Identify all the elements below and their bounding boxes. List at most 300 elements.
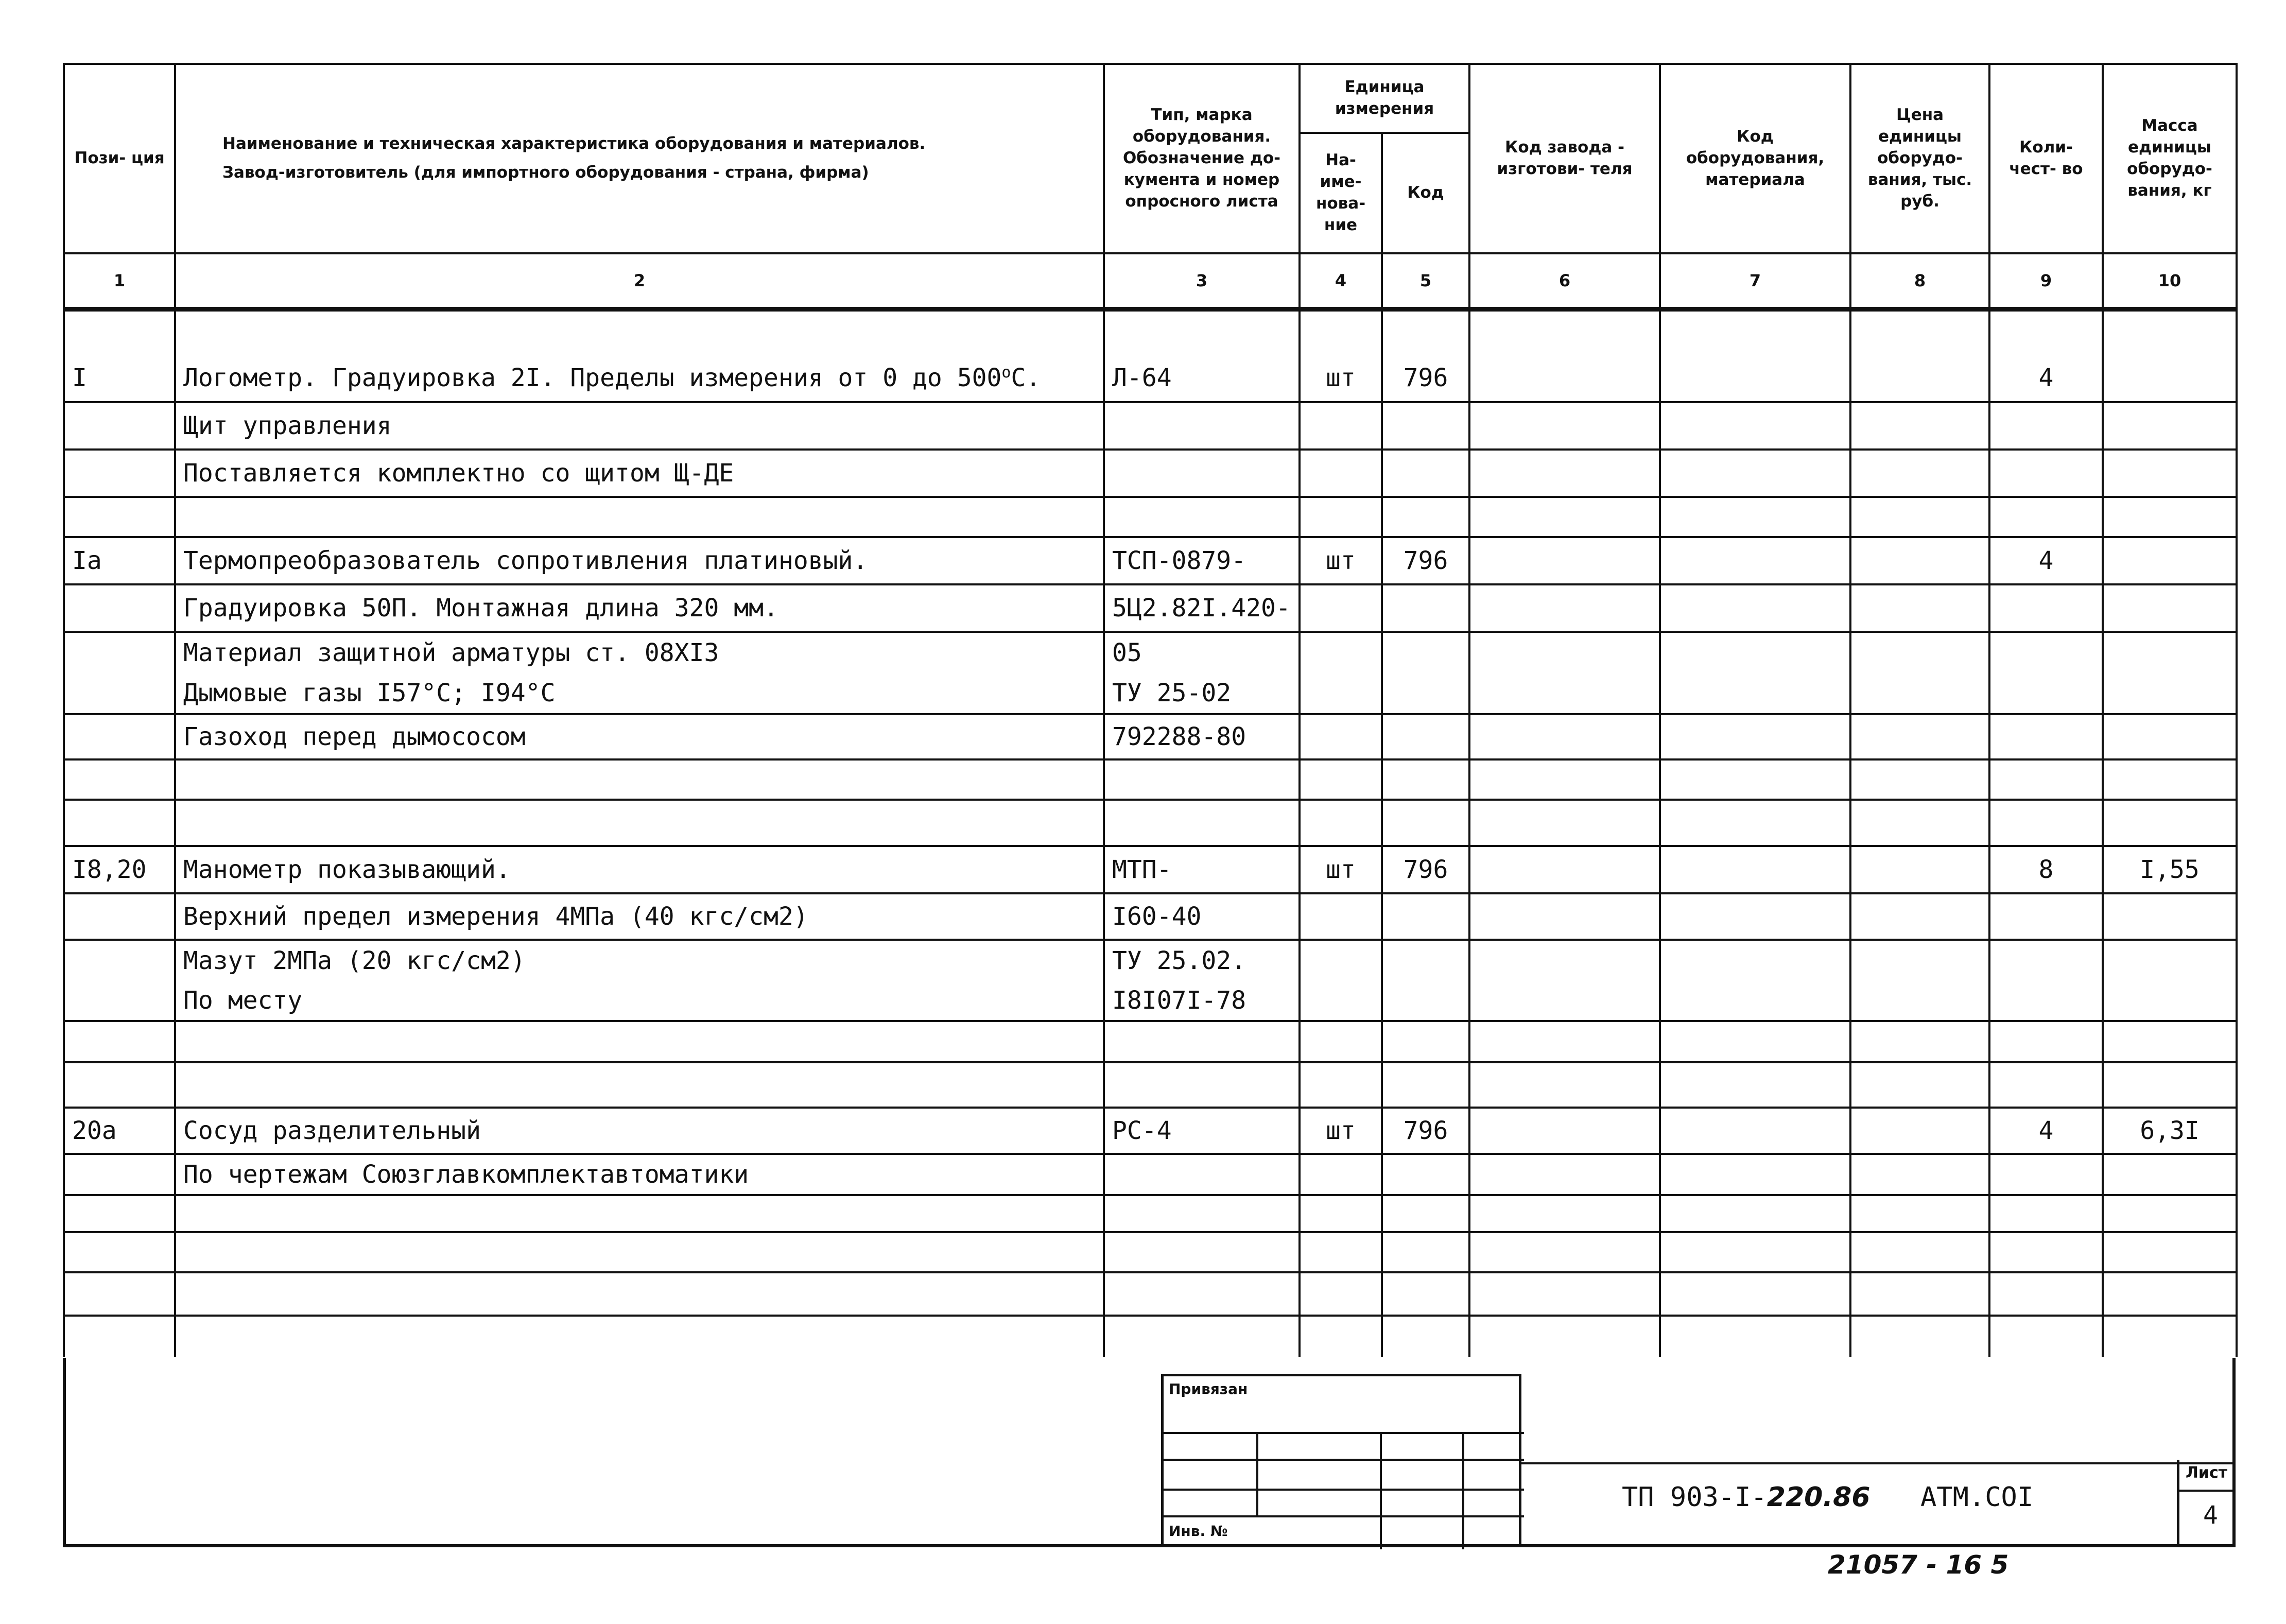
row-name-unit: С. [1011, 363, 1041, 392]
row-type-document: 5Ц2.82I.420- [1104, 584, 1300, 632]
row-price [1850, 673, 1989, 714]
row-unit-name [1300, 1195, 1382, 1232]
row-name [175, 1272, 1104, 1316]
table-row [64, 497, 2237, 537]
stamp-divider [1164, 1432, 1524, 1434]
row-mass [2103, 1021, 2237, 1062]
document-code-prefix: ТП 903-I- [1622, 1482, 1767, 1513]
row-unit-code [1382, 632, 1469, 673]
row-mass: 6,3I [2103, 1108, 2237, 1154]
row-equipment-code [1660, 537, 1850, 584]
row-unit-code [1382, 497, 1469, 537]
row-name: Термопреобразователь сопротивления платиновый. [175, 537, 1104, 584]
row-quantity: 4 [1989, 1108, 2103, 1154]
row-unit-name [1300, 309, 1382, 355]
row-equipment-code [1660, 1195, 1850, 1232]
row-unit-name [1300, 497, 1382, 537]
header-position: Пози- ция [64, 64, 175, 253]
row-name: Щит управления [175, 402, 1104, 450]
row-position [64, 1316, 175, 1357]
row-unit-code [1382, 1154, 1469, 1195]
header-unit-name: На- име- нова- ние [1300, 133, 1382, 253]
row-equipment-code [1660, 1062, 1850, 1108]
row-factory-code [1469, 800, 1660, 846]
row-unit-name [1300, 800, 1382, 846]
row-equipment-code [1660, 893, 1850, 940]
row-factory-code [1469, 309, 1660, 355]
row-unit-code [1382, 402, 1469, 450]
row-price [1850, 940, 1989, 981]
row-type-document [1104, 1021, 1300, 1062]
column-number: 8 [1850, 253, 1989, 309]
row-mass [2103, 402, 2237, 450]
row-name [175, 1316, 1104, 1357]
row-factory-code [1469, 1232, 1660, 1272]
row-quantity [1989, 632, 2103, 673]
row-mass [2103, 673, 2237, 714]
row-mass [2103, 940, 2237, 981]
stamp-divider [1164, 1489, 1524, 1491]
row-price [1850, 981, 1989, 1021]
row-quantity [1989, 1154, 2103, 1195]
table-row [64, 402, 2237, 450]
document-code-number: 220.86 [1767, 1482, 1871, 1513]
row-factory-code [1469, 893, 1660, 940]
row-mass [2103, 981, 2237, 1021]
row-mass [2103, 1195, 2237, 1232]
row-factory-code [1469, 673, 1660, 714]
row-equipment-code [1660, 632, 1850, 673]
row-quantity [1989, 1272, 2103, 1316]
table-row [64, 309, 2237, 355]
row-factory-code [1469, 1272, 1660, 1316]
row-position [64, 584, 175, 632]
row-name [175, 1232, 1104, 1272]
row-mass [2103, 355, 2237, 402]
row-quantity [1989, 981, 2103, 1021]
row-equipment-code [1660, 800, 1850, 846]
row-quantity [1989, 497, 2103, 537]
table-row [64, 1316, 2237, 1357]
row-equipment-code [1660, 1232, 1850, 1272]
row-price [1850, 497, 1989, 537]
row-quantity [1989, 1316, 2103, 1357]
row-unit-name: шт [1300, 537, 1382, 584]
row-position [64, 497, 175, 537]
row-position [64, 402, 175, 450]
row-unit-name [1300, 1062, 1382, 1108]
row-name: По месту [175, 981, 1104, 1021]
row-name [175, 1062, 1104, 1108]
header-name-line2: Завод-изготовитель (для импортного оборудования - страна, фирма) [222, 163, 869, 182]
row-equipment-code [1660, 497, 1850, 537]
degree-superscript: о [1001, 363, 1011, 382]
titleblock-divider [1521, 1462, 2236, 1464]
row-unit-name [1300, 402, 1382, 450]
row-quantity [1989, 893, 2103, 940]
row-mass [2103, 1232, 2237, 1272]
row-mass [2103, 893, 2237, 940]
row-type-document [1104, 1232, 1300, 1272]
row-quantity: 4 [1989, 537, 2103, 584]
row-name: Верхний предел измерения 4МПа (40 кгс/см2) [175, 893, 1104, 940]
row-price [1850, 1021, 1989, 1062]
row-price [1850, 355, 1989, 402]
table-row [64, 1195, 2237, 1232]
row-price [1850, 632, 1989, 673]
row-price [1850, 1062, 1989, 1108]
row-unit-name [1300, 632, 1382, 673]
header-factory-code: Код завода - изготови- теля [1469, 64, 1660, 253]
row-unit-code [1382, 1272, 1469, 1316]
row-name [175, 1195, 1104, 1232]
row-quantity [1989, 1021, 2103, 1062]
table-row [64, 632, 2237, 673]
row-position [64, 450, 175, 497]
row-price [1850, 309, 1989, 355]
row-factory-code [1469, 1316, 1660, 1357]
row-mass [2103, 759, 2237, 800]
row-quantity [1989, 800, 2103, 846]
row-name [175, 759, 1104, 800]
table-row [64, 537, 2237, 584]
row-factory-code [1469, 1154, 1660, 1195]
row-equipment-code [1660, 1316, 1850, 1357]
row-factory-code [1469, 981, 1660, 1021]
row-price [1850, 846, 1989, 893]
attached-label: Привязан [1169, 1380, 1248, 1397]
row-type-document: 05 [1104, 632, 1300, 673]
row-equipment-code [1660, 714, 1850, 759]
row-equipment-code [1660, 309, 1850, 355]
row-equipment-code [1660, 450, 1850, 497]
row-name: Манометр показывающий. [175, 846, 1104, 893]
row-unit-code [1382, 1062, 1469, 1108]
column-number: 4 [1300, 253, 1382, 309]
row-factory-code [1469, 1021, 1660, 1062]
row-factory-code [1469, 759, 1660, 800]
row-factory-code [1469, 714, 1660, 759]
row-type-document [1104, 402, 1300, 450]
row-unit-name: шт [1300, 355, 1382, 402]
stamp-divider [1164, 1459, 1524, 1461]
row-unit-name [1300, 759, 1382, 800]
row-unit-code [1382, 673, 1469, 714]
table-row [64, 1062, 2237, 1108]
row-unit-code [1382, 1316, 1469, 1357]
row-factory-code [1469, 1108, 1660, 1154]
row-name: По чертежам Союзглавкомплектавтоматики [175, 1154, 1104, 1195]
row-type-document: МТП- [1104, 846, 1300, 893]
row-factory-code [1469, 846, 1660, 893]
row-position [64, 1232, 175, 1272]
row-unit-code [1382, 309, 1469, 355]
row-equipment-code [1660, 940, 1850, 981]
table-row [64, 1154, 2237, 1195]
row-quantity: 8 [1989, 846, 2103, 893]
column-number: 1 [64, 253, 175, 309]
row-quantity [1989, 450, 2103, 497]
row-position [64, 1021, 175, 1062]
row-type-document: 792288-80 [1104, 714, 1300, 759]
row-name: Градуировка 50П. Монтажная длина 320 мм. [175, 584, 1104, 632]
row-name [175, 497, 1104, 537]
row-mass [2103, 632, 2237, 673]
row-unit-code: 796 [1382, 846, 1469, 893]
row-unit-code [1382, 1232, 1469, 1272]
header-mass: Масса единицы оборудо- вания, кг [2103, 64, 2237, 253]
row-unit-code: 796 [1382, 355, 1469, 402]
row-unit-code: 796 [1382, 1108, 1469, 1154]
row-quantity [1989, 1062, 2103, 1108]
row-price [1850, 1232, 1989, 1272]
sheet-divider [2179, 1490, 2235, 1492]
row-name: Поставляется комплектно со щитом Щ-ДЕ [175, 450, 1104, 497]
row-position: I [64, 355, 175, 402]
row-equipment-code [1660, 1108, 1850, 1154]
row-type-document: Л-64 [1104, 355, 1300, 402]
row-price [1850, 450, 1989, 497]
row-mass [2103, 584, 2237, 632]
row-unit-name: шт [1300, 846, 1382, 893]
row-mass [2103, 309, 2237, 355]
row-unit-name [1300, 893, 1382, 940]
row-name [175, 800, 1104, 846]
row-unit-code [1382, 1195, 1469, 1232]
row-price [1850, 1195, 1989, 1232]
row-position: Iа [64, 537, 175, 584]
row-quantity [1989, 940, 2103, 981]
table-row [64, 759, 2237, 800]
row-position: I8,20 [64, 846, 175, 893]
row-type-document [1104, 309, 1300, 355]
header-type: Тип, марка оборудования. Обозначение до- кумента и номер опросного листа [1104, 64, 1300, 253]
stamp-divider [1380, 1432, 1382, 1549]
row-type-document [1104, 450, 1300, 497]
row-mass [2103, 537, 2237, 584]
row-mass [2103, 450, 2237, 497]
row-unit-name [1300, 981, 1382, 1021]
row-equipment-code [1660, 759, 1850, 800]
row-price [1850, 584, 1989, 632]
row-name: Дымовые газы I57°С; I94°С [175, 673, 1104, 714]
attached-stamp [1161, 1374, 1521, 1547]
row-name: Сосуд разделительный [175, 1108, 1104, 1154]
row-equipment-code [1660, 355, 1850, 402]
titleblock-frame [63, 1358, 2236, 1547]
row-equipment-code [1660, 1021, 1850, 1062]
row-price [1850, 1154, 1989, 1195]
row-unit-name [1300, 1021, 1382, 1062]
row-position [64, 1062, 175, 1108]
row-equipment-code [1660, 402, 1850, 450]
row-unit-code [1382, 981, 1469, 1021]
row-factory-code [1469, 402, 1660, 450]
row-quantity [1989, 714, 2103, 759]
row-unit-name [1300, 584, 1382, 632]
row-type-document [1104, 800, 1300, 846]
row-position [64, 1154, 175, 1195]
row-type-document: РС-4 [1104, 1108, 1300, 1154]
row-unit-code [1382, 450, 1469, 497]
row-mass [2103, 800, 2237, 846]
row-unit-code [1382, 940, 1469, 981]
equipment-specification-table [63, 63, 2238, 1357]
row-type-document [1104, 759, 1300, 800]
stamp-divider [1164, 1515, 1524, 1517]
row-unit-code [1382, 893, 1469, 940]
row-position: 20а [64, 1108, 175, 1154]
header-unit: Единица измерения [1300, 64, 1469, 133]
header-price: Цена единицы оборудо- вания, тыс. руб. [1850, 64, 1989, 253]
row-factory-code [1469, 537, 1660, 584]
row-type-document [1104, 1272, 1300, 1316]
row-name: Материал защитной арматуры ст. 08XI3 [175, 632, 1104, 673]
row-name [175, 1021, 1104, 1062]
table-row [64, 714, 2237, 759]
row-type-document [1104, 1154, 1300, 1195]
sheet-label: Лист [2186, 1464, 2228, 1482]
row-unit-code [1382, 759, 1469, 800]
inventory-number-label: Инв. № [1169, 1523, 1228, 1540]
table-row [64, 940, 2237, 981]
table-row [64, 1272, 2237, 1316]
row-quantity [1989, 402, 2103, 450]
row-quantity [1989, 673, 2103, 714]
row-factory-code [1469, 355, 1660, 402]
row-name [175, 355, 1104, 402]
row-mass [2103, 497, 2237, 537]
row-type-document [1104, 1195, 1300, 1232]
header-unit-code: Код [1382, 133, 1469, 253]
row-name-text: Логометр. Градуировка 2I. Пределы измерения от 0 до 500 [183, 363, 1002, 392]
table-row [64, 355, 2237, 402]
row-equipment-code [1660, 1154, 1850, 1195]
column-number: 7 [1660, 253, 1850, 309]
row-position [64, 759, 175, 800]
table-row [64, 1232, 2237, 1272]
row-quantity [1989, 759, 2103, 800]
row-name: Газоход перед дымососом [175, 714, 1104, 759]
row-equipment-code [1660, 584, 1850, 632]
row-type-document: I8I07I-78 [1104, 981, 1300, 1021]
sheet-number-box [2177, 1460, 2232, 1545]
row-unit-code [1382, 714, 1469, 759]
row-mass [2103, 1062, 2237, 1108]
header-quantity: Коли- чест- во [1989, 64, 2103, 253]
row-equipment-code [1660, 673, 1850, 714]
row-factory-code [1469, 1195, 1660, 1232]
column-number: 3 [1104, 253, 1300, 309]
stamp-divider [1256, 1432, 1258, 1515]
row-mass: I,55 [2103, 846, 2237, 893]
row-quantity: 4 [1989, 355, 2103, 402]
row-position [64, 1272, 175, 1316]
row-type-document: I60-40 [1104, 893, 1300, 940]
row-price [1850, 759, 1989, 800]
row-factory-code [1469, 940, 1660, 981]
table-row [64, 584, 2237, 632]
table-row [64, 673, 2237, 714]
row-name [175, 309, 1104, 355]
column-number: 10 [2103, 253, 2237, 309]
row-factory-code [1469, 1062, 1660, 1108]
row-price [1850, 1272, 1989, 1316]
row-factory-code [1469, 450, 1660, 497]
row-quantity [1989, 584, 2103, 632]
column-number: 2 [175, 253, 1104, 309]
row-unit-name [1300, 673, 1382, 714]
row-name: Мазут 2МПа (20 кгс/см2) [175, 940, 1104, 981]
row-factory-code [1469, 497, 1660, 537]
header-name [175, 64, 1104, 253]
table-row [64, 846, 2237, 893]
table-row [64, 450, 2237, 497]
row-equipment-code [1660, 1272, 1850, 1316]
row-mass [2103, 1272, 2237, 1316]
row-mass [2103, 1316, 2237, 1357]
row-unit-name [1300, 1272, 1382, 1316]
row-unit-code [1382, 584, 1469, 632]
row-unit-name [1300, 1232, 1382, 1272]
table-row [64, 1108, 2237, 1154]
row-type-document: ТСП-0879- [1104, 537, 1300, 584]
row-factory-code [1469, 584, 1660, 632]
row-position [64, 981, 175, 1021]
row-position [64, 309, 175, 355]
table-row [64, 800, 2237, 846]
row-quantity [1989, 309, 2103, 355]
specification-rows [64, 309, 2237, 1357]
row-price [1850, 537, 1989, 584]
row-equipment-code [1660, 981, 1850, 1021]
table-row [64, 981, 2237, 1021]
row-price [1850, 402, 1989, 450]
column-number: 9 [1989, 253, 2103, 309]
row-quantity [1989, 1232, 2103, 1272]
row-position [64, 714, 175, 759]
row-unit-code [1382, 1021, 1469, 1062]
row-unit-name: шт [1300, 1108, 1382, 1154]
row-price [1850, 893, 1989, 940]
row-unit-name [1300, 450, 1382, 497]
header-equipment-code: Код оборудования, материала [1660, 64, 1850, 253]
row-factory-code [1469, 632, 1660, 673]
stamp-divider [1462, 1432, 1464, 1549]
row-unit-code: 796 [1382, 537, 1469, 584]
row-quantity [1989, 1195, 2103, 1232]
row-type-document [1104, 1062, 1300, 1108]
row-position [64, 800, 175, 846]
row-unit-name [1300, 940, 1382, 981]
header-name-line1: Наименование и техническая характеристика оборудования и материалов. [222, 134, 926, 153]
document-code [1622, 1482, 1870, 1513]
table-row [64, 893, 2237, 940]
row-equipment-code [1660, 846, 1850, 893]
column-number: 5 [1382, 253, 1469, 309]
row-price [1850, 1108, 1989, 1154]
row-position [64, 940, 175, 981]
row-price [1850, 714, 1989, 759]
row-unit-name [1300, 1154, 1382, 1195]
table-row [64, 1021, 2237, 1062]
column-number: 6 [1469, 253, 1660, 309]
row-type-document [1104, 1316, 1300, 1357]
row-mass [2103, 1154, 2237, 1195]
row-unit-code [1382, 800, 1469, 846]
row-type-document: ТУ 25-02 [1104, 673, 1300, 714]
row-mass [2103, 714, 2237, 759]
